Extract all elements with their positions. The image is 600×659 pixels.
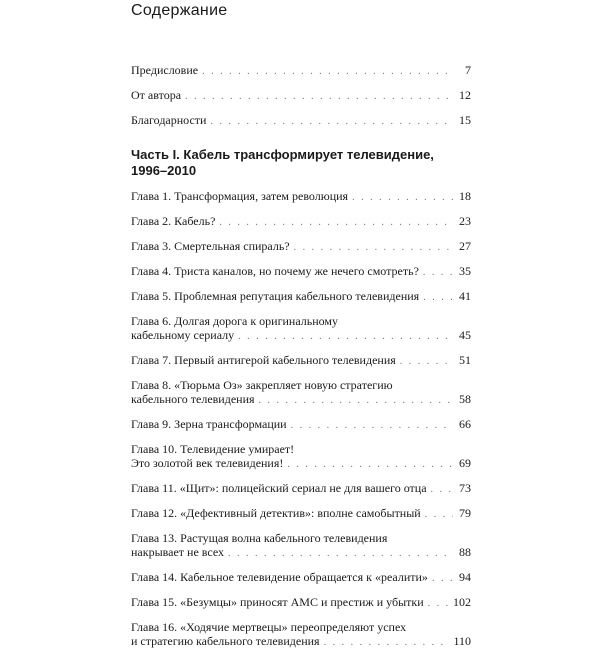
toc-entry-title: Глава 4. Триста каналов, но почему же нечего смотреть? <box>131 264 419 278</box>
toc-entry-row <box>131 63 471 79</box>
dot-leader <box>431 483 453 497</box>
page-number: 7 <box>465 63 471 77</box>
toc-entry-row <box>131 264 471 280</box>
toc-entry-title: и стратегию кабельного телевидения <box>131 634 320 648</box>
toc-entry-row <box>131 545 471 561</box>
toc-entry-row <box>131 289 471 305</box>
dot-leader <box>400 355 453 369</box>
toc-entry <box>131 620 471 650</box>
table-of-contents <box>131 63 471 659</box>
toc-entry-title: Глава 3. Смертельная спираль? <box>131 239 290 253</box>
page-number: 23 <box>459 214 471 228</box>
dot-leader <box>287 458 453 472</box>
page-number: 102 <box>453 595 471 609</box>
page-number: 15 <box>459 113 471 127</box>
toc-entry-title: Глава 15. «Безумцы» приносят AMC и престиж и убытки <box>131 595 424 609</box>
toc-entry-title: Глава 11. «Щит»: полицейский сериал не для вашего отца <box>131 481 427 495</box>
toc-entry <box>131 442 471 472</box>
toc-entry-title: От автора <box>131 88 182 102</box>
toc-entry-title: кабельному сериалу <box>131 328 235 342</box>
toc-entry-title-line: Глава 13. Растущая волна кабельного телевидения <box>131 531 388 545</box>
page-number: 27 <box>459 239 471 253</box>
dot-leader <box>423 266 453 280</box>
toc-entry <box>131 570 471 586</box>
page-number: 45 <box>459 328 471 342</box>
toc-entry-title-line: Глава 10. Телевидение умирает! <box>131 442 295 456</box>
page-number: 73 <box>459 481 471 495</box>
toc-heading: Содержание <box>131 2 228 19</box>
dot-leader <box>352 191 453 205</box>
toc-entry <box>131 417 471 433</box>
toc-entry-row <box>131 570 471 586</box>
toc-entry-row <box>131 88 471 104</box>
dot-leader <box>428 597 449 611</box>
page-number: 35 <box>459 264 471 278</box>
toc-entry <box>131 289 471 305</box>
toc-entry <box>131 353 471 369</box>
page-number: 88 <box>459 545 471 559</box>
dot-leader <box>423 291 453 305</box>
page-number: 58 <box>459 392 471 406</box>
toc-entry-row <box>131 456 471 472</box>
toc-entry-title: Глава 2. Кабель? <box>131 214 216 228</box>
toc-entry <box>131 481 471 497</box>
toc-entry-row <box>131 634 471 650</box>
toc-entry-title: Глава 5. Проблемная репутация кабельного телевидения <box>131 289 420 303</box>
dot-leader <box>324 636 450 650</box>
toc-entry <box>131 88 471 104</box>
toc-entry-title: Глава 7. Первый антигерой кабельного телевидения <box>131 353 396 367</box>
toc-entry <box>131 595 471 611</box>
toc-entry-row <box>131 214 471 230</box>
toc-entry <box>131 63 471 79</box>
toc-entry-title: Благодарности <box>131 113 207 127</box>
toc-entry-row <box>131 481 471 497</box>
toc-entry-title-line: Глава 8. «Тюрьма Оз» закрепляет новую стратегию <box>131 378 393 392</box>
dot-leader <box>432 572 453 586</box>
front-matter-list <box>131 63 471 129</box>
toc-entry <box>131 314 471 344</box>
page-number: 12 <box>459 88 471 102</box>
toc-entry-row <box>131 417 471 433</box>
toc-entry <box>131 214 471 230</box>
dot-leader <box>259 394 453 408</box>
toc-entry-title: кабельного телевидения <box>131 392 255 406</box>
part-title-line-2: 1996–2010 <box>131 163 197 178</box>
dot-leader <box>228 547 453 561</box>
page-number: 110 <box>453 634 471 648</box>
toc-entry-title: Предисловие <box>131 63 199 77</box>
part-title <box>131 147 476 179</box>
toc-entry-row <box>131 328 471 344</box>
toc-entry-title: Глава 1. Трансформация, затем революция <box>131 189 349 203</box>
page-number: 66 <box>459 417 471 431</box>
toc-entry-row <box>131 239 471 255</box>
page-number: 18 <box>459 189 471 203</box>
dot-leader <box>425 508 453 522</box>
toc-entry-title: Это золотой век телевидения! <box>131 456 284 470</box>
toc-entry <box>131 189 471 205</box>
page-number: 51 <box>459 353 471 367</box>
toc-entry-row <box>131 392 471 408</box>
toc-entry <box>131 378 471 408</box>
dot-leader <box>219 216 453 230</box>
dot-leader <box>294 241 453 255</box>
dot-leader <box>291 419 453 433</box>
page-number: 41 <box>459 289 471 303</box>
page-number: 94 <box>459 570 471 584</box>
page-number: 69 <box>459 456 471 470</box>
dot-leader <box>210 115 453 129</box>
toc-entry-row <box>131 189 471 205</box>
page-number: 79 <box>459 506 471 520</box>
toc-entry-title-line: Глава 6. Долгая дорога к оригинальному <box>131 314 339 328</box>
toc-entry <box>131 113 471 129</box>
toc-entry <box>131 506 471 522</box>
toc-entry-row <box>131 595 471 611</box>
dot-leader <box>238 330 453 344</box>
toc-entry-row <box>131 113 471 129</box>
toc-entry-row <box>131 353 471 369</box>
toc-entry <box>131 239 471 255</box>
toc-entry-title-line: Глава 16. «Ходячие мертвецы» переопределяют успех <box>131 620 407 634</box>
toc-entry <box>131 264 471 280</box>
toc-entry-title: Глава 14. Кабельное телевидение обращается к «реалити» <box>131 570 428 584</box>
toc-entry-title: Глава 12. «Дефективный детектив»: вполне самобытный <box>131 506 421 520</box>
toc-entry-row <box>131 506 471 522</box>
dot-leader <box>185 90 453 104</box>
chapter-list <box>131 189 471 650</box>
part-title-line-1: Часть I. Кабель трансформирует телевидение, <box>131 147 434 162</box>
toc-entry <box>131 531 471 561</box>
toc-entry-title: Глава 9. Зерна трансформации <box>131 417 287 431</box>
toc-entry-title: накрывает не всех <box>131 545 225 559</box>
dot-leader <box>202 65 453 79</box>
